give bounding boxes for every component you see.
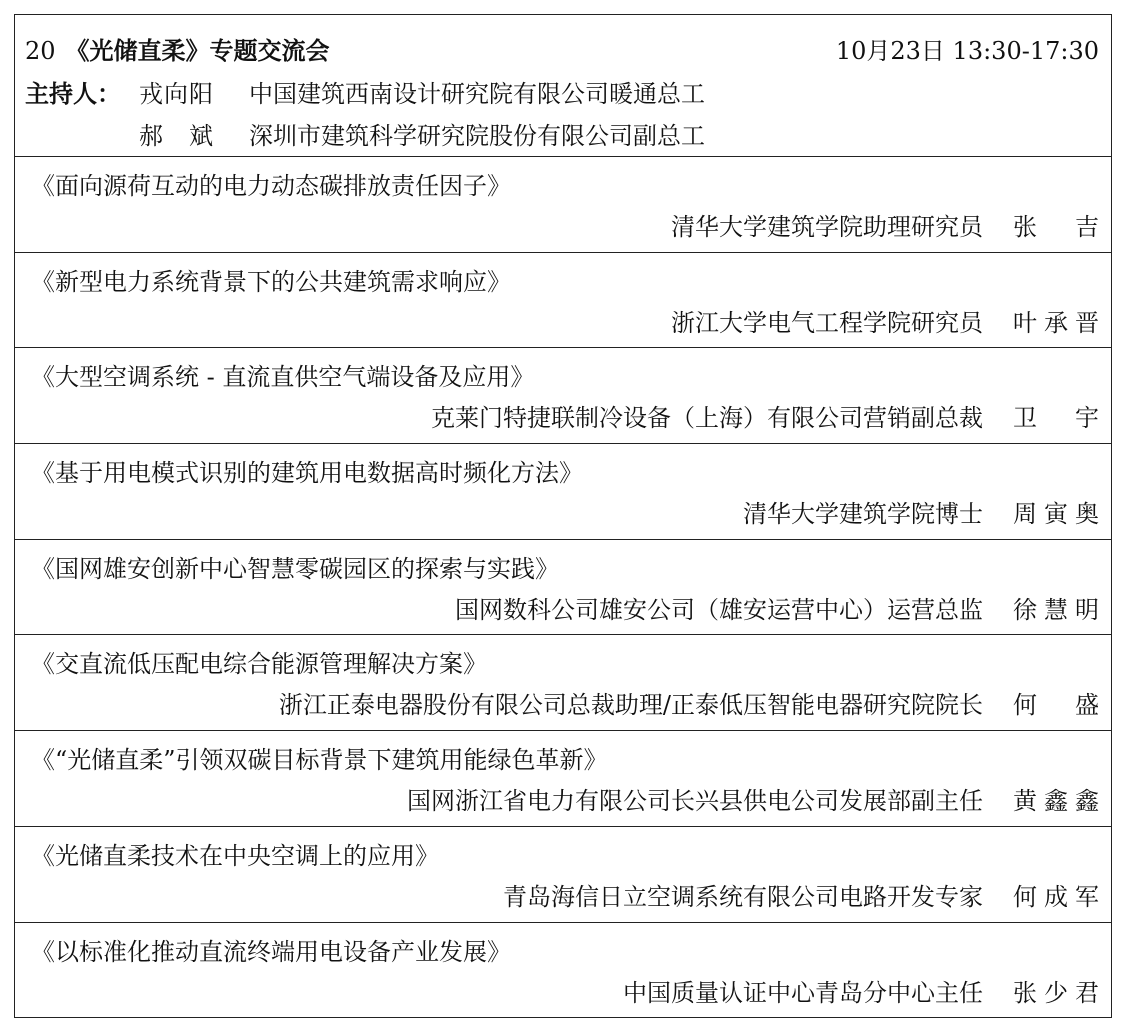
talk-speaker: [431, 403, 1099, 433]
session-title: 《光储直柔》专题交流会: [65, 36, 330, 65]
talk-row: [15, 635, 1111, 731]
talk-title: 《交直流低压配电综合能源管理解决方案》: [31, 650, 487, 679]
talk-title: 《“光储直柔”引领双碳目标背景下建筑用能绿色革新》: [31, 746, 608, 775]
talk-title: 《新型电力系统背景下的公共建筑需求响应》: [31, 267, 511, 296]
speaker-org: 克莱门特捷联制冷设备（上海）有限公司营销副总裁: [431, 404, 983, 433]
talk-title: 《光储直柔技术在中央空调上的应用》: [31, 841, 439, 870]
speaker-name: 周寅奥: [1013, 500, 1099, 529]
agenda-table: [14, 14, 1112, 1018]
host-label: 主持人：: [25, 79, 121, 108]
talk-row: [15, 253, 1111, 349]
talk-row: [15, 540, 1111, 636]
talk-row: [15, 923, 1111, 1019]
speaker-name: 卫 宇: [1013, 404, 1099, 433]
talk-speaker: [671, 212, 1099, 242]
speaker-name: 叶承晋: [1013, 308, 1099, 337]
talk-speaker: [743, 499, 1099, 529]
speaker-org: 清华大学建筑学院博士: [743, 500, 983, 529]
session-header: [15, 15, 1111, 157]
talk-speaker: [407, 786, 1099, 816]
session-time: 10月23日 13:30-17:30: [835, 37, 1099, 65]
speaker-name: 何成军: [1013, 882, 1099, 911]
talk-title: 《以标准化推动直流终端用电设备产业发展》: [31, 937, 511, 966]
speaker-name: 徐慧明: [1013, 595, 1099, 624]
talk-speaker: [623, 978, 1099, 1008]
talk-speaker: [671, 308, 1099, 338]
host-name: 戎向阳: [139, 80, 214, 108]
speaker-org: 国网数科公司雄安公司（雄安运营中心）运营总监: [455, 595, 983, 624]
talk-row: [15, 731, 1111, 827]
speaker-name: 张少君: [1013, 978, 1099, 1007]
session-heading: [25, 36, 330, 66]
talk-row: [15, 827, 1111, 923]
speaker-org: 清华大学建筑学院助理研究员: [671, 213, 983, 241]
speaker-org: 国网浙江省电力有限公司长兴县供电公司发展部副主任: [407, 787, 983, 816]
talk-title: 《国网雄安创新中心智慧零碳园区的探索与实践》: [31, 554, 559, 583]
talk-title: 《基于用电模式识别的建筑用电数据高时频化方法》: [31, 459, 583, 488]
host-line-1: [25, 79, 705, 109]
talk-row: [15, 444, 1111, 540]
talk-row: [15, 348, 1111, 444]
speaker-name: 何 盛: [1013, 691, 1099, 720]
talk-speaker: [279, 690, 1099, 720]
session-number: 20: [25, 37, 56, 65]
speaker-org: 青岛海信日立空调系统有限公司电路开发专家: [503, 882, 983, 911]
talk-row: [15, 157, 1111, 253]
speaker-name: 黄鑫鑫: [1013, 787, 1099, 816]
host-org: 深圳市建筑科学研究院股份有限公司副总工: [249, 122, 705, 150]
speaker-org: 中国质量认证中心青岛分中心主任: [623, 978, 983, 1007]
speaker-name: 张 吉: [1013, 213, 1099, 241]
talk-speaker: [455, 595, 1099, 625]
speaker-org: 浙江正泰电器股份有限公司总裁助理/正泰低压智能电器研究院院长: [278, 691, 983, 720]
talk-title: 《大型空调系统 - 直流直供空气端设备及应用》: [31, 363, 535, 392]
talk-speaker: [503, 882, 1099, 912]
talk-title: 《面向源荷互动的电力动态碳排放责任因子》: [31, 172, 511, 200]
host-org: 中国建筑西南设计研究院有限公司暖通总工: [249, 80, 705, 108]
host-name: 郝 斌: [139, 122, 214, 150]
speaker-org: 浙江大学电气工程学院研究员: [671, 308, 983, 337]
host-line-2: [25, 121, 705, 151]
